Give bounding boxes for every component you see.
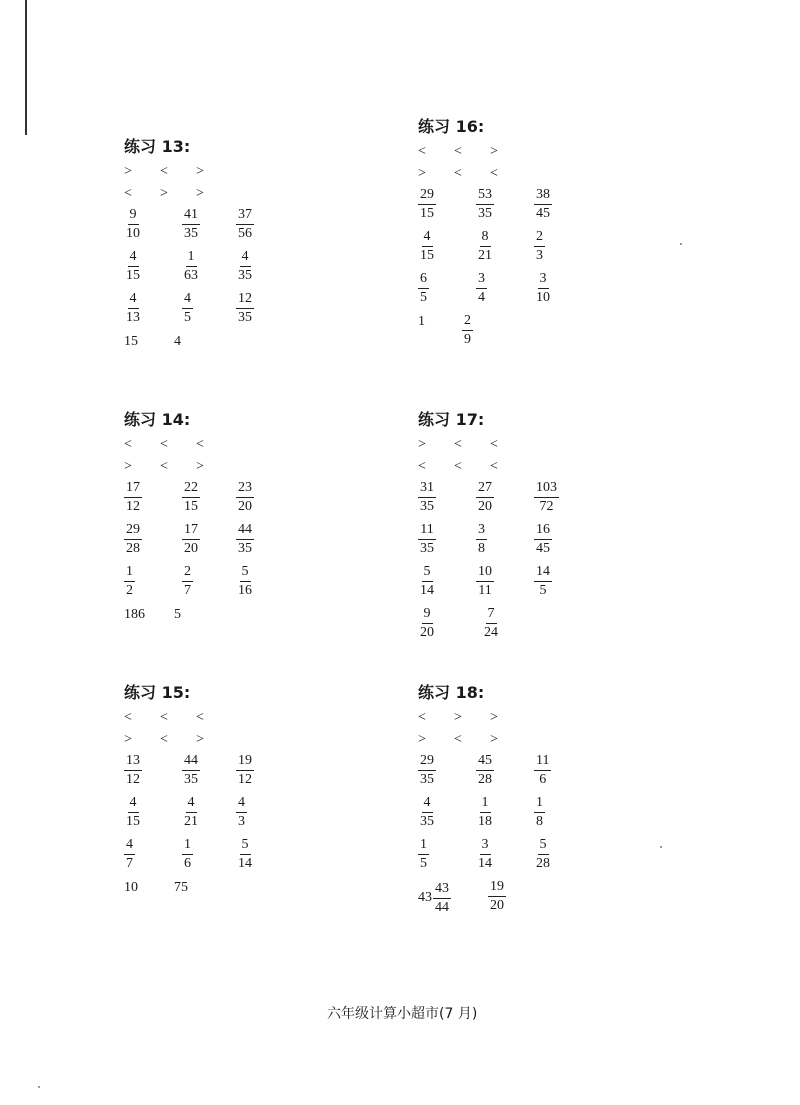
denominator: 21 — [184, 814, 198, 829]
fraction — [182, 479, 200, 516]
comparison-sign: > — [124, 459, 132, 474]
denominator: 35 — [478, 206, 492, 221]
exercise-title: 练习 13: — [124, 137, 191, 156]
fraction — [418, 794, 436, 831]
denominator: 35 — [238, 310, 252, 325]
exercise-section — [418, 114, 618, 374]
numerator: 2 — [182, 563, 193, 582]
numerator: 29 — [124, 521, 142, 540]
fraction — [418, 521, 436, 558]
comparison-sign: < — [454, 166, 462, 181]
fraction — [476, 521, 487, 558]
exercise-title: 练习 18: — [418, 683, 485, 702]
whole-part: 43 — [418, 890, 432, 905]
fraction — [236, 752, 254, 789]
numerator: 4 — [182, 290, 193, 309]
numerator: 1 — [124, 563, 135, 582]
fraction-row — [418, 270, 618, 310]
comparison-sign: > — [454, 710, 462, 725]
comparison-sign: > — [418, 166, 426, 181]
numerator: 5 — [240, 563, 251, 582]
denominator: 8 — [478, 541, 485, 556]
fraction-row — [124, 794, 324, 834]
fraction — [124, 521, 142, 558]
answer-row — [418, 878, 618, 918]
comparison-sign: > — [160, 186, 168, 201]
comparison-row — [124, 437, 244, 457]
numerator: 3 — [538, 270, 549, 289]
denominator: 10 — [536, 290, 550, 305]
fraction — [236, 521, 254, 558]
comparison-sign: < — [160, 732, 168, 747]
fraction-row — [124, 521, 324, 561]
comparison-row — [418, 459, 538, 479]
scan-speck — [38, 1086, 40, 1088]
numerator: 1 — [534, 794, 545, 813]
fraction — [124, 248, 142, 285]
comparison-sign: < — [160, 437, 168, 452]
comparison-sign: < — [124, 437, 132, 452]
comparison-sign: < — [454, 459, 462, 474]
numerator: 31 — [418, 479, 436, 498]
numerator: 45 — [476, 752, 494, 771]
denominator: 3 — [536, 248, 543, 263]
denominator: 15 — [184, 499, 198, 514]
fraction-row — [124, 752, 324, 792]
denominator: 5 — [420, 290, 427, 305]
fraction — [124, 752, 142, 789]
fraction — [418, 270, 429, 307]
denominator: 18 — [478, 814, 492, 829]
numerator: 1 — [182, 836, 193, 855]
denominator: 5 — [539, 583, 547, 598]
whole-number: 75 — [174, 880, 188, 895]
denominator: 12 — [238, 772, 252, 787]
denominator: 24 — [484, 625, 498, 640]
comparison-row — [124, 732, 244, 752]
numerator: 1 — [418, 836, 429, 855]
comparison-sign: < — [160, 164, 168, 179]
answer-row — [124, 332, 324, 372]
comparison-sign: < — [196, 437, 204, 452]
fraction — [534, 521, 552, 558]
fraction — [418, 752, 436, 789]
fraction — [476, 836, 494, 873]
fraction-row — [124, 479, 324, 519]
denominator: 56 — [238, 226, 252, 241]
fraction — [476, 186, 494, 223]
fraction — [488, 878, 506, 915]
denominator: 44 — [435, 899, 449, 915]
denominator: 5 — [184, 310, 191, 325]
denominator: 35 — [420, 772, 434, 787]
fraction — [534, 228, 545, 265]
fraction-row — [418, 228, 618, 268]
numerator: 27 — [476, 479, 494, 498]
numerator: 4 — [124, 836, 135, 855]
fraction-row — [124, 290, 324, 330]
comparison-row — [124, 164, 244, 184]
fraction — [534, 479, 559, 516]
fraction — [534, 186, 552, 223]
fraction — [476, 563, 494, 600]
denominator: 4 — [478, 290, 485, 305]
comparison-sign: > — [124, 732, 132, 747]
denominator: 20 — [184, 541, 198, 556]
numerator: 44 — [182, 752, 200, 771]
fraction — [462, 312, 473, 349]
comparison-sign: > — [196, 186, 204, 201]
denominator: 15 — [420, 206, 434, 221]
fraction — [476, 752, 494, 789]
denominator: 35 — [184, 226, 198, 241]
numerator: 13 — [124, 752, 142, 771]
comparison-sign: < — [454, 732, 462, 747]
fraction — [534, 270, 552, 307]
fraction — [418, 836, 429, 873]
fraction — [236, 563, 254, 600]
fraction — [534, 836, 552, 873]
numerator: 1 — [480, 794, 491, 813]
comparison-sign: < — [418, 710, 426, 725]
numerator: 5 — [422, 563, 433, 582]
fraction — [124, 836, 135, 873]
denominator: 20 — [478, 499, 492, 514]
comparison-row — [418, 732, 538, 752]
fraction — [182, 206, 200, 243]
exercise-section — [418, 680, 618, 940]
comparison-row — [418, 166, 538, 186]
comparison-sign: < — [196, 710, 204, 725]
exercise-title: 练习 16: — [418, 117, 485, 136]
comparison-sign: > — [196, 459, 204, 474]
numerator: 1 — [186, 248, 197, 267]
comparison-sign: < — [490, 166, 498, 181]
comparison-sign: < — [490, 437, 498, 452]
numerator: 4 — [128, 290, 139, 309]
numerator: 41 — [182, 206, 200, 225]
comparison-row — [418, 144, 538, 164]
numerator: 5 — [538, 836, 549, 855]
denominator: 35 — [420, 499, 434, 514]
fraction — [124, 563, 135, 600]
whole-number: 10 — [124, 880, 138, 895]
fraction — [418, 563, 436, 600]
scan-edge-line — [25, 0, 27, 135]
scan-speck — [660, 846, 662, 848]
comparison-sign: < — [418, 459, 426, 474]
numerator: 4 — [236, 794, 247, 813]
fraction — [182, 521, 200, 558]
fraction — [124, 794, 142, 831]
fraction — [236, 206, 254, 243]
numerator: 29 — [418, 752, 436, 771]
denominator: 9 — [464, 332, 471, 347]
fraction — [476, 479, 494, 516]
denominator: 2 — [126, 583, 133, 598]
fraction — [236, 248, 254, 285]
denominator: 14 — [420, 583, 434, 598]
fraction — [236, 836, 254, 873]
fraction — [418, 605, 436, 642]
comparison-sign: > — [124, 164, 132, 179]
fraction — [482, 605, 500, 642]
fraction — [418, 186, 436, 223]
numerator: 17 — [182, 521, 200, 540]
numerator: 38 — [534, 186, 552, 205]
answer-row — [418, 605, 618, 645]
numerator: 3 — [476, 270, 487, 289]
denominator: 7 — [126, 856, 133, 871]
comparison-sign: < — [418, 144, 426, 159]
denominator: 21 — [478, 248, 492, 263]
denominator: 14 — [478, 856, 492, 871]
denominator: 35 — [420, 814, 434, 829]
denominator: 13 — [126, 310, 140, 325]
comparison-sign: > — [418, 437, 426, 452]
exercise-section — [124, 134, 324, 394]
numerator: 37 — [236, 206, 254, 225]
denominator: 5 — [420, 856, 427, 871]
fraction — [418, 228, 436, 265]
numerator: 10 — [476, 563, 494, 582]
fraction — [124, 479, 142, 516]
mixed-number — [418, 878, 451, 918]
denominator: 15 — [420, 248, 434, 263]
comparison-row — [124, 186, 244, 206]
numerator: 19 — [236, 752, 254, 771]
fraction-row — [418, 186, 618, 226]
comparison-sign: > — [490, 144, 498, 159]
fraction-row — [418, 563, 618, 603]
denominator: 63 — [184, 268, 198, 283]
fraction-row — [418, 752, 618, 792]
numerator: 29 — [418, 186, 436, 205]
fraction-row — [418, 479, 618, 519]
numerator: 3 — [476, 521, 487, 540]
fraction — [476, 270, 487, 307]
numerator: 4 — [422, 794, 433, 813]
denominator: 28 — [126, 541, 140, 556]
denominator: 28 — [478, 772, 492, 787]
numerator: 12 — [236, 290, 254, 309]
whole-number: 15 — [124, 334, 138, 349]
comparison-sign: > — [490, 710, 498, 725]
denominator: 8 — [536, 814, 543, 829]
exercise-title: 练习 14: — [124, 410, 191, 429]
numerator: 8 — [480, 228, 491, 247]
fraction-row — [124, 206, 324, 246]
comparison-row — [124, 459, 244, 479]
whole-number: 186 — [124, 607, 145, 622]
numerator: 44 — [236, 521, 254, 540]
numerator: 9 — [128, 206, 139, 225]
numerator: 9 — [422, 605, 433, 624]
fraction — [433, 880, 451, 917]
comparison-sign: > — [196, 732, 204, 747]
numerator: 23 — [236, 479, 254, 498]
comparison-sign: > — [418, 732, 426, 747]
fraction — [236, 479, 254, 516]
numerator: 17 — [124, 479, 142, 498]
numerator: 7 — [486, 605, 497, 624]
denominator: 11 — [478, 583, 492, 598]
comparison-sign: < — [454, 437, 462, 452]
exercise-title: 练习 15: — [124, 683, 191, 702]
numerator: 4 — [186, 794, 197, 813]
answer-row — [124, 878, 324, 918]
denominator: 6 — [184, 856, 191, 871]
fraction — [182, 563, 193, 600]
denominator: 20 — [490, 898, 504, 913]
fraction — [182, 752, 200, 789]
fraction — [418, 479, 436, 516]
comparison-sign: < — [124, 710, 132, 725]
denominator: 35 — [238, 268, 252, 283]
denominator: 14 — [238, 856, 252, 871]
comparison-sign: > — [490, 732, 498, 747]
fraction-row — [418, 836, 618, 876]
whole-number: 5 — [174, 607, 181, 622]
denominator: 10 — [126, 226, 140, 241]
numerator: 4 — [128, 248, 139, 267]
exercise-title: 练习 17: — [418, 410, 485, 429]
fraction — [124, 206, 142, 243]
comparison-sign: < — [160, 459, 168, 474]
numerator: 11 — [534, 752, 551, 771]
fraction-row — [418, 794, 618, 834]
fraction — [476, 228, 494, 265]
comparison-row — [418, 437, 538, 457]
exercise-section — [418, 407, 618, 667]
exercise-section — [124, 680, 324, 940]
fraction — [236, 290, 254, 327]
comparison-row — [124, 710, 244, 730]
numerator: 4 — [240, 248, 251, 267]
denominator: 16 — [238, 583, 252, 598]
numerator: 22 — [182, 479, 200, 498]
denominator: 6 — [539, 772, 547, 787]
fraction — [124, 290, 142, 327]
denominator: 20 — [238, 499, 252, 514]
numerator: 19 — [488, 878, 506, 897]
denominator: 35 — [238, 541, 252, 556]
denominator: 35 — [184, 772, 198, 787]
denominator: 35 — [420, 541, 434, 556]
fraction — [182, 290, 193, 327]
numerator: 11 — [418, 521, 435, 540]
numerator: 2 — [462, 312, 473, 331]
denominator: 20 — [420, 625, 434, 640]
fraction — [182, 794, 200, 831]
denominator: 3 — [238, 814, 245, 829]
fraction — [236, 794, 247, 831]
denominator: 7 — [184, 583, 191, 598]
whole-number: 4 — [174, 334, 181, 349]
answer-row — [124, 605, 324, 645]
comparison-row — [418, 710, 538, 730]
denominator: 45 — [536, 206, 550, 221]
denominator: 12 — [126, 499, 140, 514]
comparison-sign: > — [196, 164, 204, 179]
numerator: 4 — [422, 228, 433, 247]
numerator: 43 — [433, 880, 451, 899]
denominator: 28 — [536, 856, 550, 871]
fraction-row — [124, 563, 324, 603]
comparison-sign: < — [124, 186, 132, 201]
comparison-sign: < — [454, 144, 462, 159]
whole-number: 1 — [418, 314, 425, 329]
fraction-row — [418, 521, 618, 561]
numerator: 2 — [534, 228, 545, 247]
scan-speck — [680, 243, 682, 245]
numerator: 3 — [480, 836, 491, 855]
fraction — [182, 248, 200, 285]
numerator: 103 — [534, 479, 559, 498]
comparison-sign: < — [160, 710, 168, 725]
fraction-row — [124, 248, 324, 288]
numerator: 16 — [534, 521, 552, 540]
numerator: 53 — [476, 186, 494, 205]
fraction — [182, 836, 193, 873]
fraction — [476, 794, 494, 831]
fraction — [534, 563, 552, 600]
denominator: 15 — [126, 814, 140, 829]
denominator: 45 — [536, 541, 550, 556]
fraction — [534, 752, 551, 789]
denominator: 72 — [539, 499, 554, 514]
fraction — [534, 794, 545, 831]
numerator: 5 — [240, 836, 251, 855]
fraction-row — [124, 836, 324, 876]
denominator: 15 — [126, 268, 140, 283]
denominator: 12 — [126, 772, 140, 787]
numerator: 6 — [418, 270, 429, 289]
numerator: 14 — [534, 563, 552, 582]
answer-row — [418, 312, 618, 352]
numerator: 4 — [128, 794, 139, 813]
footer-text: 六年级计算小超市(7 月) — [327, 1006, 478, 1022]
comparison-sign: < — [490, 459, 498, 474]
exercise-section — [124, 407, 324, 667]
